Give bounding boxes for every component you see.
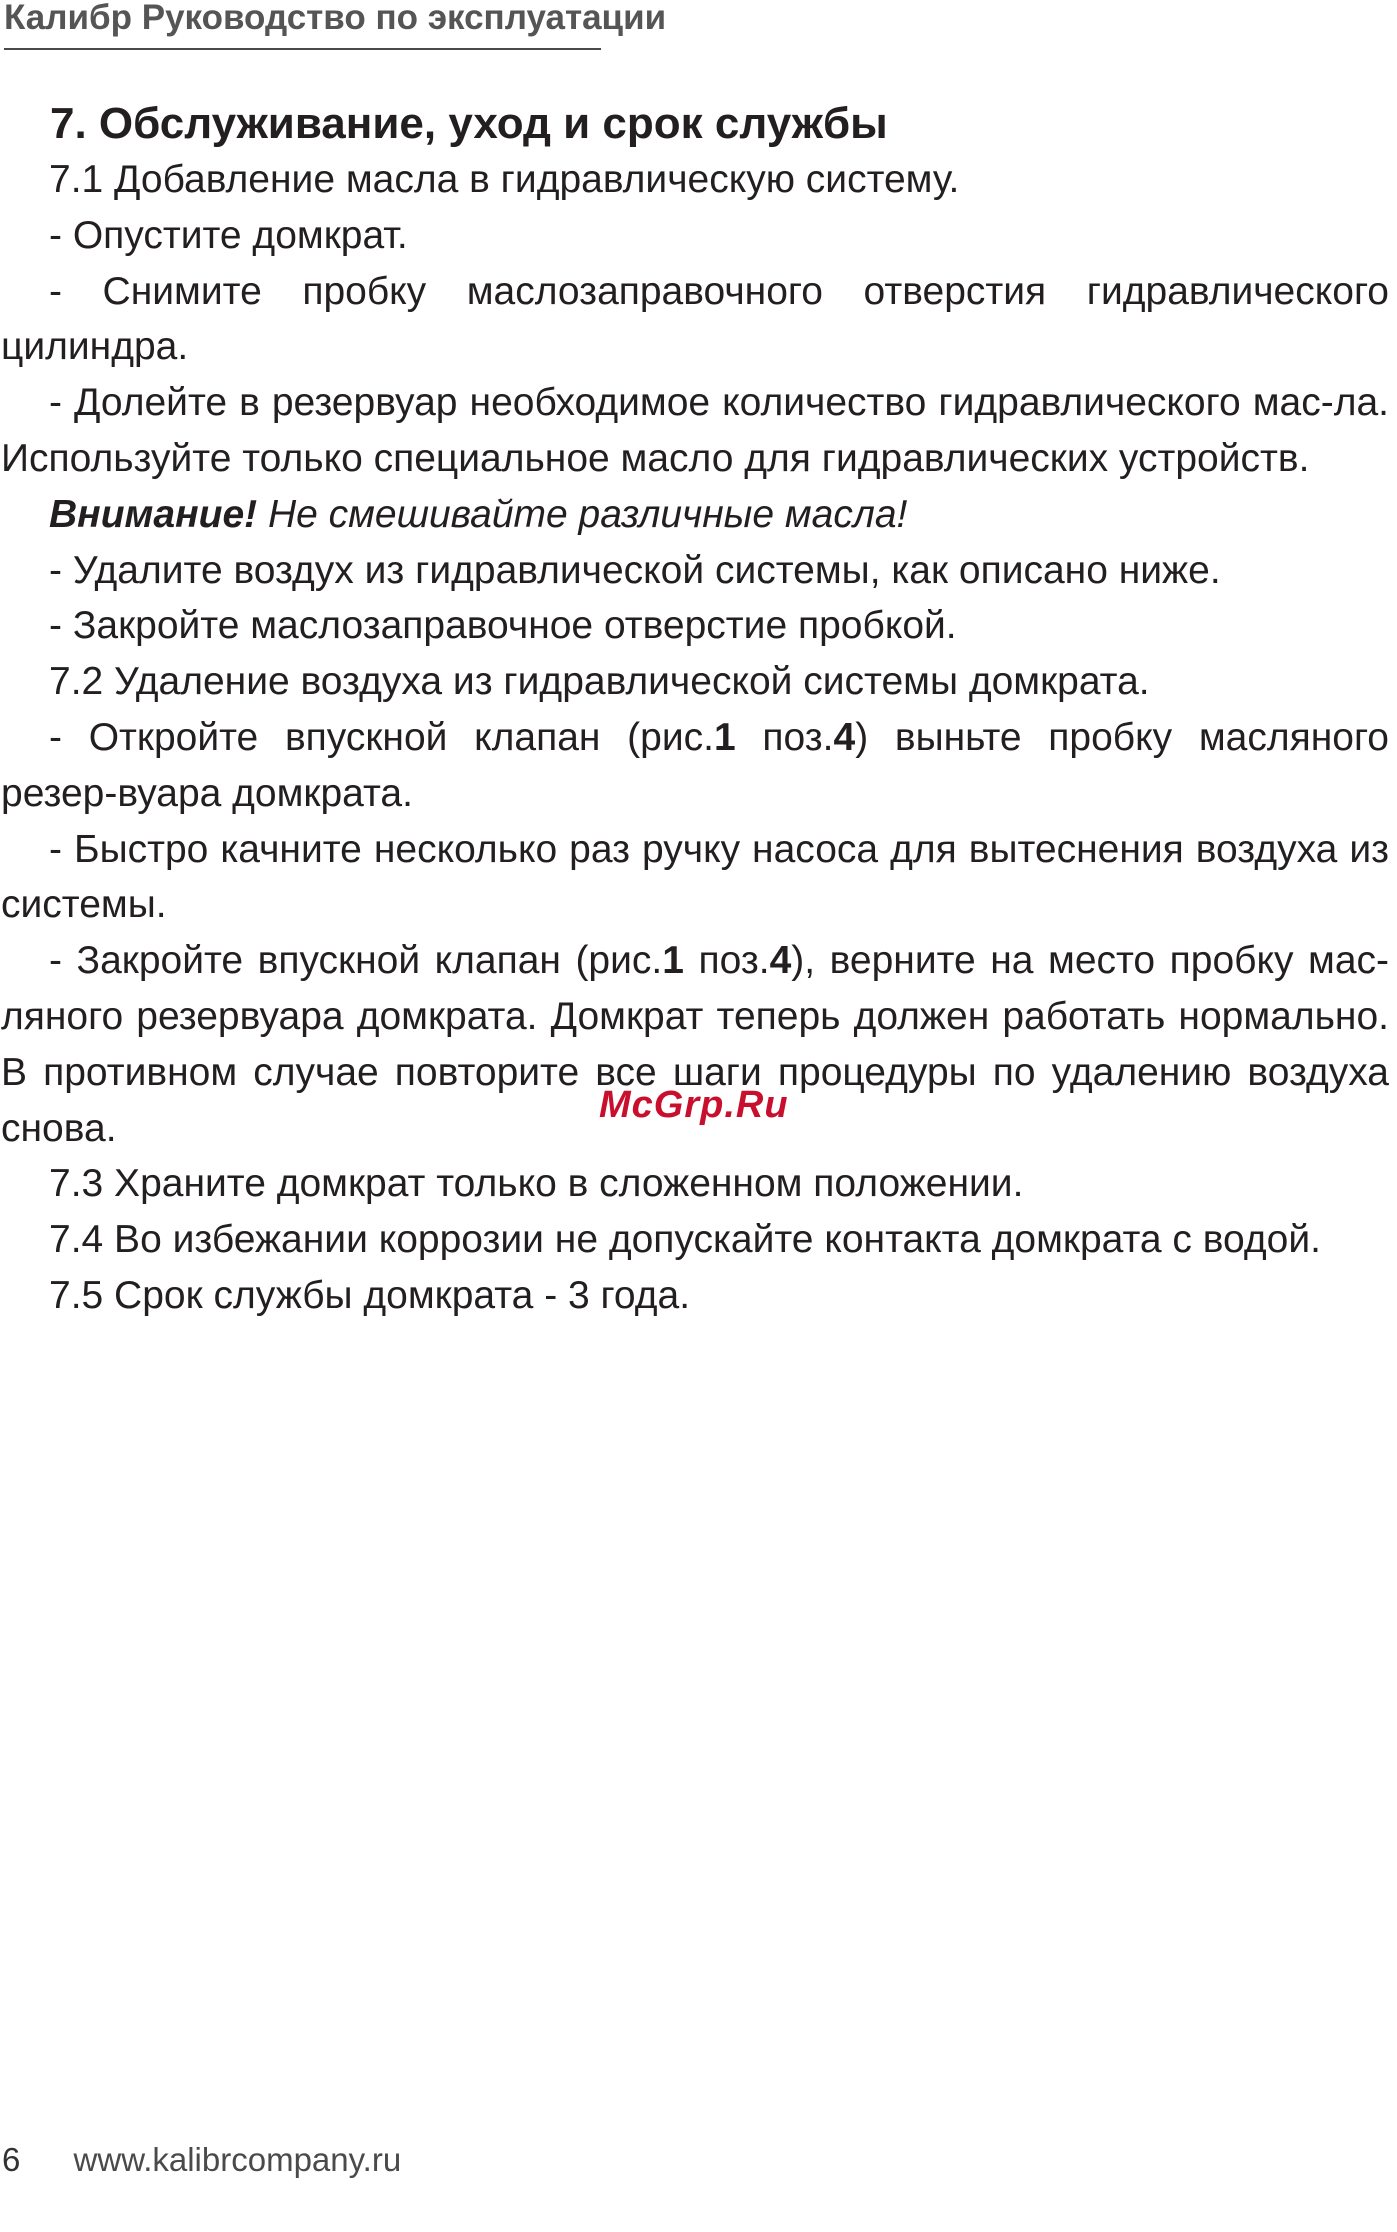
subsection-7-1-heading: 7.1 Добавление масла в гидравлическую систему. (49, 158, 960, 201)
warning-text: Не смешивайте различные масла! (257, 492, 908, 536)
step-close-valve: - Закройте впускной клапан (рис.1 поз.4), верните на место пробку мас-ляного резервуара домкрата. Домкрат теперь должен работать нормально. В противном случае повторите все шаги процедуры по удалению воздуха снова. (1, 939, 1389, 1150)
item-7-5-service-life: 7.5 Срок службы домкрата - 3 года. (49, 1273, 691, 1317)
step-close-filler: - Закройте маслозаправочное отверстие пробкой. (49, 604, 957, 648)
section-body (1, 96, 1389, 1324)
step-remove-plug: - Снимите пробку маслозаправочного отверстия гидравлического цилиндра. (1, 269, 1389, 369)
step-pump-handle: - Быстро качните несколько раз ручку насоса для вытеснения воздуха из системы. (1, 827, 1389, 927)
figure-ref: 1 (713, 715, 736, 759)
step-open-valve: - Откройте впускной клапан (рис.1 поз.4) выньте пробку масляного резер-вуара домкрата. (1, 715, 1389, 815)
running-header-title: Калибр Руководство по эксплуатации (4, 0, 667, 37)
website-url: www.kalibrcompany.ru (73, 2141, 402, 2178)
running-header (4, 0, 667, 50)
step-add-oil: - Долейте в резервуар необходимое количество гидравлического мас-ла. Используйте только специальное масло для гидравлических устройств. (1, 381, 1389, 480)
step-lower-jack: - Опустите домкрат. (49, 213, 408, 257)
warning-paragraph (1, 487, 1389, 543)
section-title: 7. Обслуживание, уход и срок службы (50, 99, 888, 148)
subsection-7-2-heading: 7.2 Удаление воздуха из гидравлической системы домкрата. (49, 660, 1150, 704)
position-ref: 4 (769, 939, 792, 983)
position-ref: 4 (833, 715, 856, 759)
step-remove-air: - Удалите воздух из гидравлической системы, как описано ниже. (49, 548, 1221, 592)
page-number: 6 (2, 2141, 21, 2178)
figure-ref: 1 (662, 939, 684, 983)
item-7-4-corrosion: 7.4 Во избежании коррозии не допускайте контакта домкрата с водой. (49, 1218, 1321, 1262)
page-footer (0, 2138, 401, 2182)
item-7-3-storage: 7.3 Храните домкрат только в сложенном положении. (49, 1162, 1024, 1206)
watermark-text: McGrp.Ru (599, 1084, 789, 1126)
warning-label: Внимание! (49, 492, 258, 536)
